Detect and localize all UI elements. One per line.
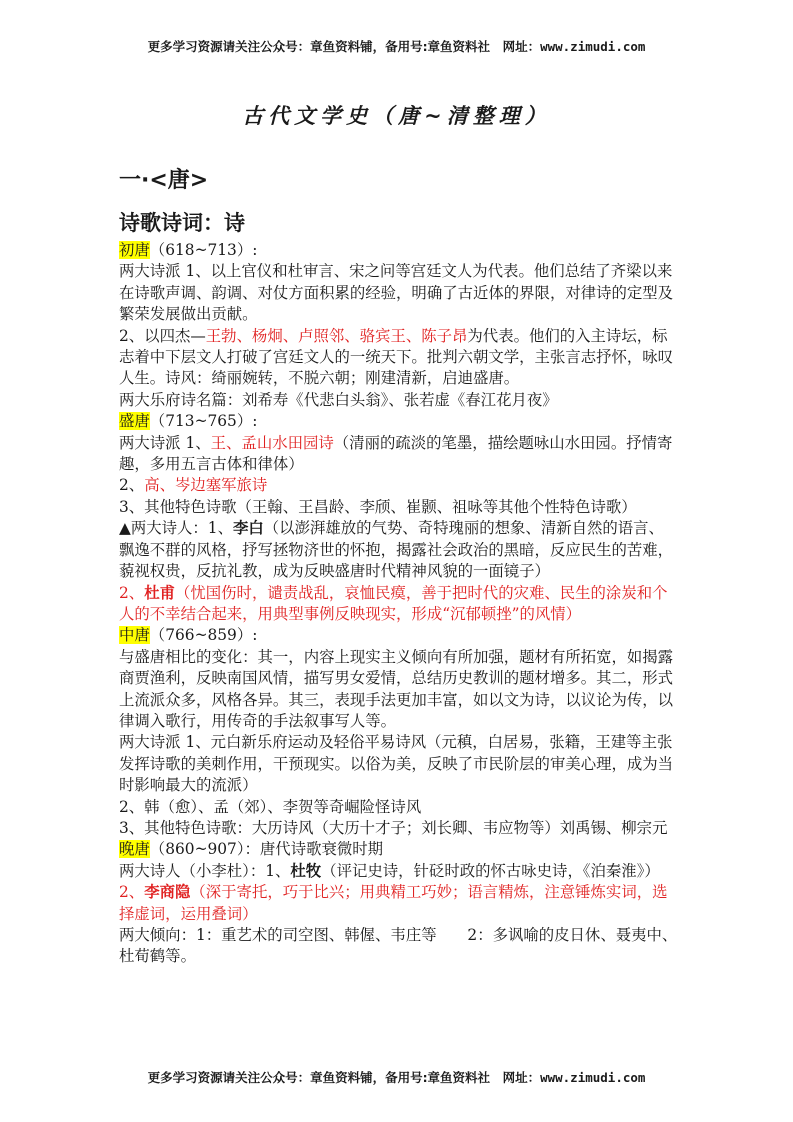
document-body [119, 240, 679, 968]
text: 两大倾向：1：重艺术的司空图、韩偓、韦庄等 [119, 926, 437, 944]
period-label: 中唐 [119, 626, 150, 645]
paragraph [119, 433, 679, 476]
highlight-text: 王、孟山水田园诗 [210, 433, 334, 452]
period-label: 晚唐 [119, 840, 150, 859]
paragraph: 3、其他特色诗歌（王翰、王昌龄、李颀、崔颢、祖咏等其他个性特色诗歌） [119, 497, 637, 516]
paragraph [119, 925, 679, 968]
paragraph [119, 326, 679, 390]
highlight-text: 王勃、杨炯、卢照邻、骆宾王、陈子昂 [205, 326, 468, 345]
late-tang-heading [119, 839, 679, 860]
paragraph [119, 583, 679, 626]
text: 2、 [119, 583, 145, 602]
highlight-text: 高、岑边塞军旅诗 [144, 476, 268, 495]
poet-name: 李白 [232, 519, 264, 538]
text: 两大诗派 1、 [119, 433, 211, 452]
footer-text: 更多学习资源请关注公众号：章鱼资料铺，备用号:章鱼资料社 网址： [147, 1070, 541, 1085]
paragraph [119, 475, 679, 496]
page-header [0, 37, 793, 55]
footer-url[interactable]: www.zimudi.com [540, 1070, 646, 1085]
text: （评记史诗，针砭时政的怀古咏史诗，《泊秦淮》） [321, 861, 660, 880]
header-text: 更多学习资源请关注公众号：章鱼资料铺，备用号:章鱼资料社 网址： [147, 39, 541, 54]
paragraph: 3、其他特色诗歌：大历诗风（大历十才子；刘长卿、韦应物等）刘禹锡、柳宗元 [119, 818, 668, 837]
period-dates: （766~859）: [149, 626, 258, 645]
paragraph: 与盛唐相比的变化：其一，内容上现实主义倾向有所加强，题材有所拓宽，如揭露商贾渔利，反映南国风情，描写男女爱情，总结历史教训的题材增多。其二，形式上流派众多，风格各异。其三，表现手法更加丰富，如以文为诗，以议论为传，以律调入歌行，用传奇的手法叙事写人等。 [119, 647, 674, 730]
page-title: 古代文学史（唐~清整理） [242, 103, 551, 128]
text: 两大诗人（小李杜）：1、 [119, 861, 291, 880]
paragraph: 两大诗派 1、元白新乐府运动及轻俗平易诗风（元稹，白居易，张籍，王建等主张发挥诗歌的美刺作用，干预现实。以俗为美，反映了市民阶层的审美心理，成为当时影响最大的流派） [119, 733, 674, 795]
paragraph: 2、韩（愈）、孟（郊）、李贺等奇崛险怪诗风 [119, 797, 422, 816]
period-dates: （618~713）: [149, 241, 258, 259]
paragraph [119, 882, 679, 925]
subsection-heading: 诗歌诗词：诗 [119, 211, 245, 235]
text: （以澎湃雄放的气势、奇特瑰丽的想象、清新自然的语言、飘逸不群的风格，抒写拯物济世的怀抱，揭露社会政治的黑暗，反应民生的苦难，藐视权贵，反抗礼教，成为反映盛唐时代精神风貌的一面镜子） [119, 519, 674, 581]
header-url[interactable]: www.zimudi.com [540, 39, 646, 54]
poet-name: 李商隐 [144, 883, 191, 902]
paragraph [119, 518, 679, 582]
text: ▲两大诗人：1、 [119, 519, 233, 538]
text: 2：多讽喻的皮日休、聂夷中、杜荀鹤等。 [119, 926, 678, 966]
text: （清丽的疏淡的笔墨，描绘题咏山水田园。抒情寄趣，多用五言古体和律体） [119, 433, 673, 474]
poet-name: 杜牧 [290, 861, 322, 880]
mid-tang-heading [119, 625, 679, 646]
period-dates: （860~907）：唐代诗歌衰微时期 [149, 840, 384, 859]
text: 2、以四杰— [119, 326, 206, 345]
text: 2、 [119, 476, 145, 495]
text: （深于寄托，巧于比兴；用典精工巧妙；语言精炼，注意锤炼实词，选择虚词，运用叠词） [119, 883, 668, 923]
period-dates: （713~765）: [149, 412, 258, 431]
paragraph [119, 861, 679, 882]
high-tang-heading [119, 411, 679, 432]
paragraph: 两大诗派 1、以上官仪和杜审言、宋之问等宫廷文人为代表。他们总结了齐梁以来在诗歌声调、韵调、对仗方面积累的经验，明确了古近体的界限，对律诗的定型及繁荣发展做出贡献。 [119, 262, 674, 324]
page-footer [0, 1068, 793, 1086]
period-label: 盛唐 [119, 412, 150, 431]
poet-name: 杜甫 [144, 583, 175, 602]
paragraph: 两大乐府诗名篇：刘希寿《代悲白头翁》、张若虚《春江花月夜》 [119, 390, 558, 409]
text: （忧国伤时，谴责战乱，哀恤民瘼，善于把时代的灾难、民生的涂炭和个人的不幸结合起来，用典型事例反映现实，形成“沉郁顿挫”的风情） [119, 583, 668, 623]
section-heading: 一·<唐> [119, 168, 209, 193]
early-tang-heading [119, 240, 679, 261]
text: 为代表。他们的入主诗坛，标志着中下层文人打破了宫廷文人的一统天下。批判六朝文学，主张言志抒怀，咏叹人生。诗风：绮丽婉转，不脱六朝；刚建清新，启迪盛唐。 [119, 326, 674, 388]
period-label: 初唐 [119, 241, 150, 259]
text: 2、 [119, 883, 145, 902]
